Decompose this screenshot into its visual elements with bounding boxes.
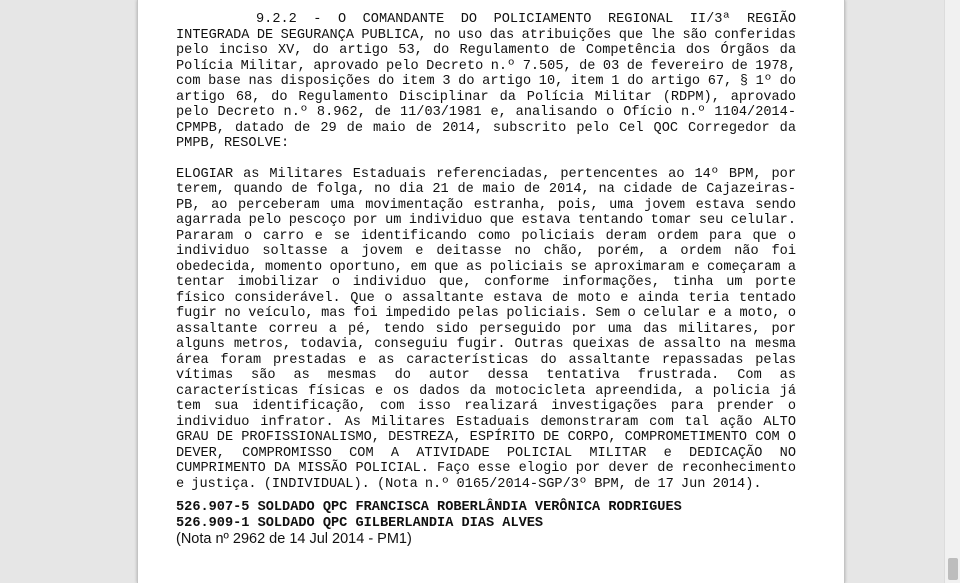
document-page — [137, 0, 845, 583]
document-content — [176, 12, 796, 548]
vertical-scrollbar[interactable] — [944, 0, 960, 583]
names-list — [176, 500, 796, 531]
note-reference: (Nota nº 2962 de 14 Jul 2014 - PM1) — [176, 531, 412, 547]
name-entry-1: 526.907-5 SOLDADO QPC FRANCISCA ROBERLÂNDIA VERÔNICA RODRIGUES — [176, 500, 682, 515]
resolution-paragraph: 9.2.2 - O COMANDANTE DO POLICIAMENTO REGIONAL II/3ª REGIÃO INTEGRADA DE SEGURANÇA PUBLICA, no uso das atribuições que lhe são conferidas pelo inciso XV, do artigo 53, do Regulamento de Competência dos Órgãos da Polícia Militar, aprovado pelo Decreto n.º 7.505, de 03 de fevereiro de 1978, com base nas disposições do item 3 do artigo 10, item 1 do artigo 67, § 1º do artigo 68, do Regulamento Disciplinar da Polícia Militar (RDPM), aprovado pelo Decreto n.º 8.962, de 11/03/1981 e, analisando o Ofício n.º 1104/2014-CPMPB, datado de 29 de maio de 2014, subscrito pelo Cel QOC Corregedor da PMPB, RESOLVE: — [176, 12, 796, 151]
name-entry-2: 526.909-1 SOLDADO QPC GILBERLANDIA DIAS ALVES — [176, 515, 544, 531]
commendation-paragraph: ELOGIAR as Militares Estaduais referenciadas, pertencentes ao 14º BPM, por terem, quando de folga, no dia 21 de maio de 2014, na cidade de Cajazeiras-PB, ao perceberam uma movimentação estranha, pois, uma jovem estava sendo agarrada pelo pescoço por um individuo que estava tentando tomar seu celular. Pararam o carro e se identificando como policiais deram ordem para que o individuo soltasse a jovem e deitasse no chão, porém, a ordem não foi obedecida, momento oportuno, em que as policiais se aproximaram e começaram a tentar imobilizar o individuo que, conforme informações, tinha um porte físico considerável. Que o assaltante estava de moto e ainda teria tentado fugir no veículo, mas foi impedido pelas policiais. Sem o celular e a moto, o assaltante correu a pé, tendo sido perseguido por uma das militares, por alguns metros, todavia, conseguiu fugir. Outras queixas de assalto na mesma área foram prestadas e as características do assaltante repassadas pelas vítimas são as mesmas do autor dessa tentativa frustrada. Com as características físicas e os dados da motocicleta apreendida, a policia já tem sua identificação, com isso realizará investigações para prender o individuo infrator. As Militares Estaduais demonstraram com tal ação ALTO GRAU DE PROFISSIONALISMO, DESTREZA, ESPÍRITO DE CORPO, COMPROMETIMENTO COM O DEVER, COMPROMISSO COM A ATIVIDADE POLICIAL MILITAR e DEDICAÇÃO NO CUMPRIMENTO DA MISSÃO POLICIAL. Faço esse elogio por dever de reconhecimento e justiça. (INDIVIDUAL). (Nota n.º 0165/2014-SGP/3º BPM, de 17 Jun 2014). — [176, 166, 796, 492]
scrollbar-thumb[interactable] — [948, 558, 958, 580]
